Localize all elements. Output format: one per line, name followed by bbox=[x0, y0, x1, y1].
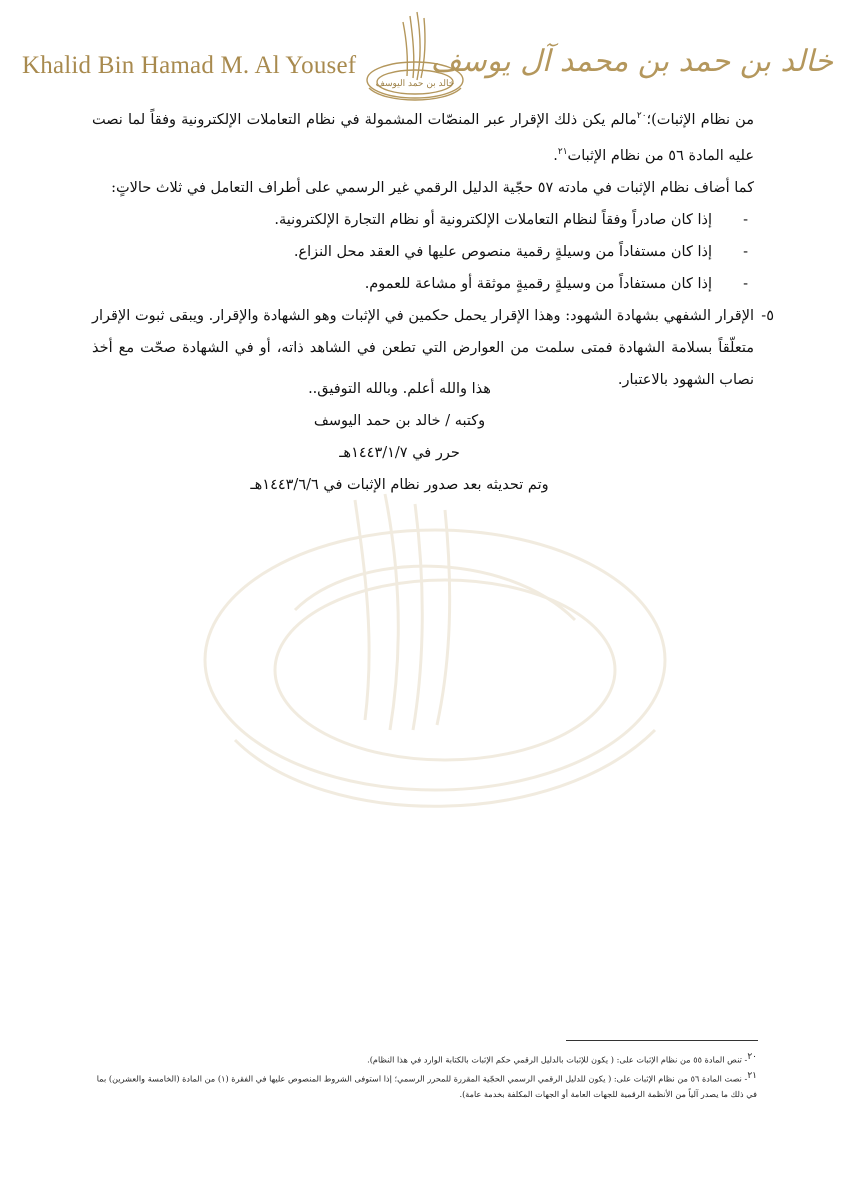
logo-text: خالد بن حمد اليوسف bbox=[375, 79, 455, 89]
item-5-number: ٥- bbox=[761, 307, 774, 324]
footnote-20 bbox=[88, 1049, 757, 1068]
footnote-ref-20: ٢٠ bbox=[636, 111, 647, 121]
list-item bbox=[92, 268, 754, 300]
paragraph-1-middle: مالم يكن ذلك الإقرار عبر المنصّات المشمولة في نظام التعاملات الإلكترونية وفقاً لما نصت عليه المادة ٥٦ من نظام الإثبات bbox=[92, 111, 754, 164]
footnote-21 bbox=[88, 1068, 757, 1103]
paragraph-1-end: . bbox=[553, 147, 558, 164]
bullet-dash: - bbox=[743, 275, 748, 292]
list-item bbox=[92, 236, 754, 268]
closing-line: هذا والله أعلم. وبالله التوفيق.. bbox=[308, 381, 491, 397]
list-item bbox=[92, 204, 754, 236]
list-item-text: إذا كان صادراً وفقاً لنظام التعاملات الإلكترونية أو نظام التجارة الإلكترونية. bbox=[274, 211, 712, 228]
document-body bbox=[92, 100, 774, 396]
bullet-dash: - bbox=[743, 211, 748, 228]
list-item-text: إذا كان مستفاداً من وسيلةٍ رقميةٍ موثقة أو مشاعة للعموم. bbox=[364, 275, 712, 292]
conditions-list bbox=[92, 204, 754, 300]
item-5-text: الإقرار الشفهي بشهادة الشهود: وهذا الإقرار يحمل حكمين في الإثبات وهو الشهادة والإقرار. ويبقى ثبوت الإقرار متعلّقاً بسلامة الشهادة فمتى سلمت من العوارض التي تطعن في الشاهد ذاته، أو في الشهادة صحّت مع أخذ نصاب الشهود بالاعتبار. bbox=[92, 307, 754, 388]
list-item-text: إذا كان مستفاداً من وسيلةٍ رقمية منصوص عليها في العقد محل النزاع. bbox=[293, 243, 712, 260]
footnote-21-number: ٢١ bbox=[747, 1070, 757, 1081]
footnotes bbox=[88, 1049, 757, 1102]
watermark-calligraphy bbox=[175, 490, 725, 830]
paragraph-1 bbox=[92, 100, 754, 172]
header-name-arabic: خالد بن حمد بن محمد آل يوسف bbox=[430, 44, 833, 79]
footnote-divider bbox=[566, 1040, 758, 1041]
bullet-dash: - bbox=[743, 243, 748, 260]
header-name-english: Khalid Bin Hamad M. Al Yousef bbox=[22, 52, 357, 79]
date-written: حرر في ١٤٤٣/١/٧هـ bbox=[339, 445, 460, 461]
footnote-ref-21: ٢١ bbox=[557, 146, 568, 157]
paragraph-2: كما أضاف نظام الإثبات في مادته ٥٧ حجّية الدليل الرقمي غير الرسمي على أطراف التعامل في ثلاث حالاتٍ: bbox=[111, 179, 754, 196]
date-updated: وتم تحديثه بعد صدور نظام الإثبات في ١٤٤٣/٦/٦هـ bbox=[250, 477, 549, 493]
footnote-20-number: ٢٠ bbox=[747, 1052, 757, 1062]
signature-block bbox=[0, 373, 849, 501]
paragraph-1-start: من نظام الإثبات)؛ bbox=[646, 111, 754, 128]
footnote-20-text: - تنص المادة ٥٥ من نظام الإثبات على: ( يكون للإثبات بالدليل الرقمي حكم الإثبات بالكتابة الوارد في هذا النظام). bbox=[367, 1054, 748, 1065]
footnote-21-text: - نصت المادة ٥٦ من نظام الإثبات على: ( يكون للدليل الرقمي الرسمي الحجّية المقررة للمحرر الرسمي؛ إذا استوفى الشروط المنصوص عليها في الفقرة (١) من المادة (الخامسة والعشرين) بما في ذلك ما يصدر آلياً من الأنظمة الرقمية للجهات العامة أو الجهات المكلفة بخدمة عامة). bbox=[96, 1073, 757, 1100]
author-line: وكتبه / خالد بن حمد اليوسف bbox=[313, 413, 486, 429]
